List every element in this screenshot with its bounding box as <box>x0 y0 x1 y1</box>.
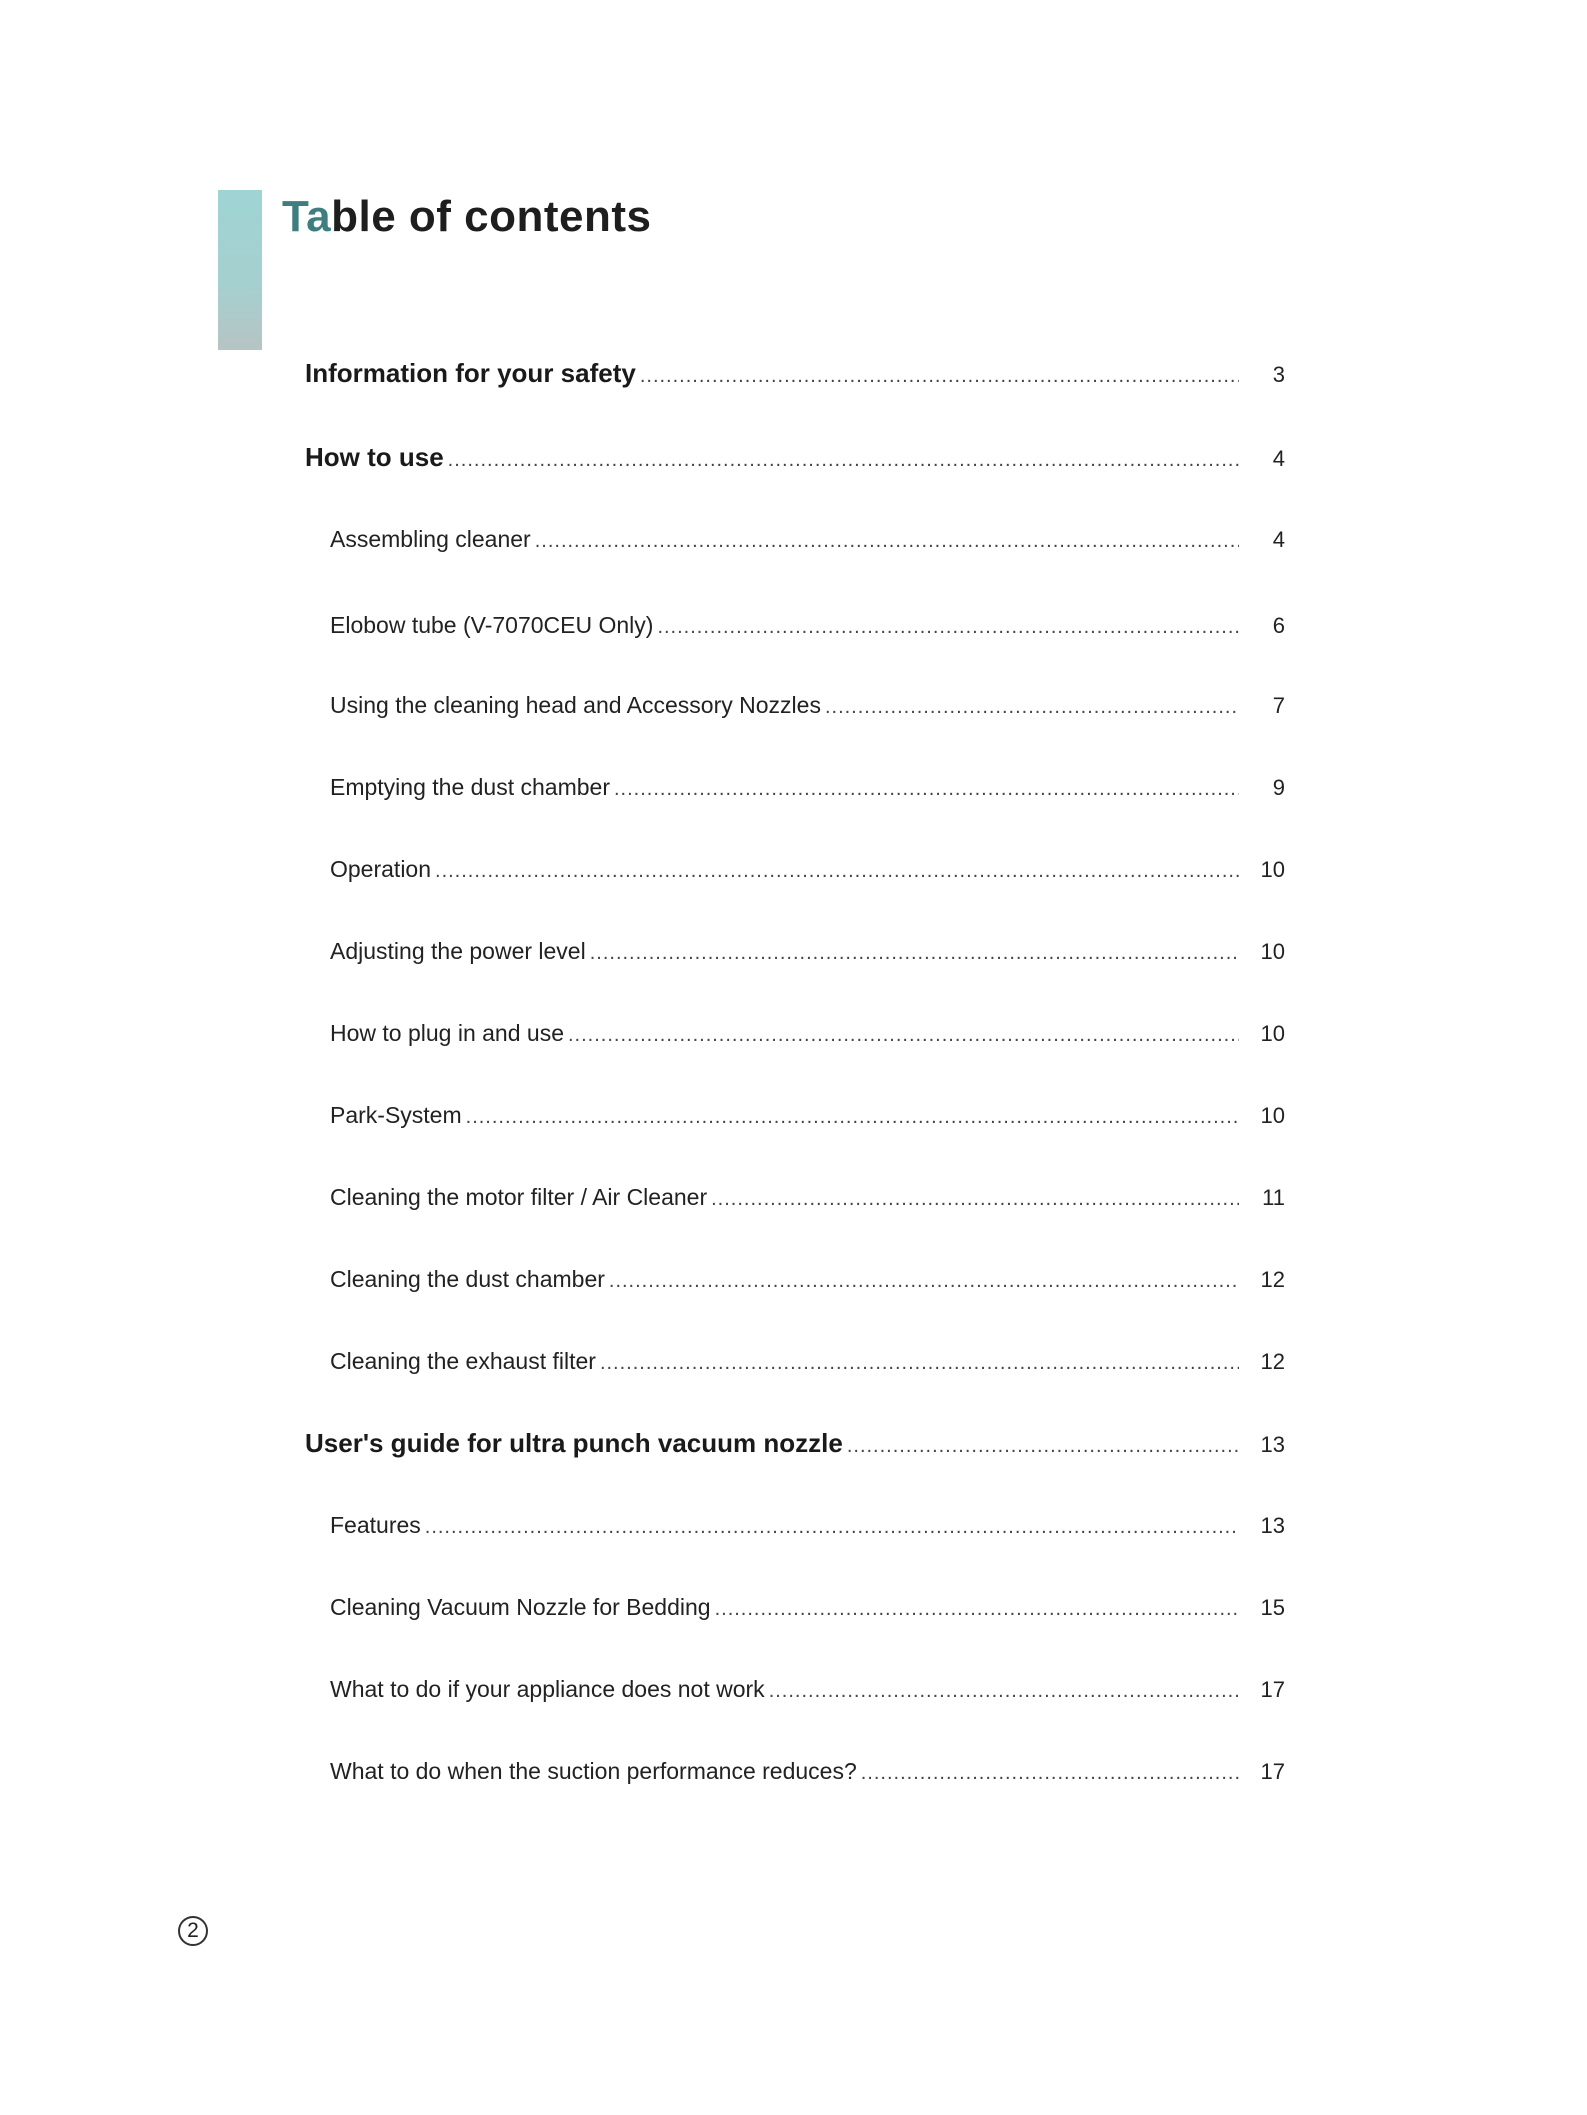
toc-entry-page: 13 <box>1260 1513 1285 1538</box>
toc-entry-page: 12 <box>1260 1267 1285 1292</box>
toc-leader-dots <box>715 1598 1239 1621</box>
title-rest: ble of contents <box>331 192 652 241</box>
toc-leader-dots <box>448 449 1239 472</box>
toc-entry-ultra-punch-nozzle-guide <box>305 1428 1285 1459</box>
toc-entry-page: 7 <box>1272 693 1285 718</box>
toc-entry-label: Park-System <box>330 1102 462 1128</box>
toc-entry-cleaning-head-nozzles <box>330 692 1285 719</box>
toc-entry-page: 4 <box>1272 527 1285 552</box>
toc-entry-page: 10 <box>1260 939 1285 964</box>
toc-leader-dots <box>435 860 1239 883</box>
toc-entry-label: Cleaning the exhaust filter <box>330 1348 596 1374</box>
toc-leader-dots <box>590 942 1239 965</box>
toc-leader-dots <box>657 616 1239 639</box>
page-number-badge <box>178 1916 208 1946</box>
toc-entry-label: How to plug in and use <box>330 1020 564 1046</box>
toc-entry-how-to-use <box>305 442 1285 473</box>
toc-leader-dots <box>769 1680 1239 1703</box>
title-prefix: Ta <box>282 192 332 241</box>
toc-leader-dots <box>861 1762 1239 1785</box>
toc-entry-park-system <box>330 1102 1285 1129</box>
toc-entry-page: 10 <box>1260 1103 1285 1128</box>
toc-entry-label: Adjusting the power level <box>330 938 586 964</box>
toc-entry-page: 17 <box>1260 1759 1285 1784</box>
toc-entry-page: 9 <box>1272 775 1285 800</box>
toc-entry-cleaning-motor-filter <box>330 1184 1285 1211</box>
toc-entry-label: Cleaning Vacuum Nozzle for Bedding <box>330 1594 711 1620</box>
toc-entry-label: What to do when the suction performance reduces? <box>330 1758 857 1784</box>
toc-entry-label: Elobow tube (V-7070CEU Only) <box>330 612 654 638</box>
toc-entry-cleaning-dust-chamber <box>330 1266 1285 1293</box>
toc-leader-dots <box>825 696 1239 719</box>
toc-leader-dots <box>466 1106 1239 1129</box>
toc-entry-label: Using the cleaning head and Accessory Nozzles <box>330 692 821 718</box>
toc-entry-cleaning-exhaust-filter <box>330 1348 1285 1375</box>
page-title <box>282 192 652 242</box>
toc-entry-page: 13 <box>1260 1432 1285 1457</box>
toc-leader-dots <box>425 1516 1239 1539</box>
toc-leader-dots <box>847 1435 1239 1458</box>
title-accent-bar <box>218 190 262 350</box>
toc-entry-label: How to use <box>305 442 444 472</box>
toc-entry-page: 17 <box>1260 1677 1285 1702</box>
toc-entry-information-for-your-safety <box>305 358 1285 389</box>
toc-entry-emptying-dust-chamber <box>330 774 1285 801</box>
toc-leader-dots <box>711 1188 1239 1211</box>
toc-entry-label: User's guide for ultra punch vacuum nozzle <box>305 1428 843 1458</box>
toc-entry-label: Cleaning the motor filter / Air Cleaner <box>330 1184 708 1210</box>
toc-entry-operation <box>330 856 1285 883</box>
toc-entry-adjusting-power-level <box>330 938 1285 965</box>
toc-leader-dots <box>568 1024 1239 1047</box>
page-number: 2 <box>187 1919 199 1942</box>
toc-entry-elbow-tube <box>330 612 1285 639</box>
toc-leader-dots <box>640 365 1239 388</box>
toc-entry-features <box>330 1512 1285 1539</box>
toc-entry-appliance-does-not-work <box>330 1676 1285 1703</box>
toc-entry-label: What to do if your appliance does not work <box>330 1676 765 1702</box>
toc-entry-label: Assembling cleaner <box>330 526 531 552</box>
toc-entry-nozzle-for-bedding <box>330 1594 1285 1621</box>
toc-entry-page: 12 <box>1260 1349 1285 1374</box>
toc-leader-dots <box>600 1352 1239 1375</box>
toc-entry-page: 10 <box>1260 1021 1285 1046</box>
toc-entry-label: Emptying the dust chamber <box>330 774 610 800</box>
toc-leader-dots <box>614 778 1239 801</box>
toc-entry-assembling-cleaner <box>330 526 1285 553</box>
toc-entry-how-to-plug-in <box>330 1020 1285 1047</box>
toc-entry-page: 11 <box>1262 1185 1285 1210</box>
toc-leader-dots <box>609 1270 1239 1293</box>
toc-entry-page: 15 <box>1260 1595 1285 1620</box>
toc-entry-page: 6 <box>1272 613 1285 638</box>
toc-entry-page: 3 <box>1272 362 1285 387</box>
toc-entry-label: Information for your safety <box>305 358 636 388</box>
toc-entry-suction-performance-reduces <box>330 1758 1285 1785</box>
toc-entry-label: Operation <box>330 856 432 882</box>
toc-leader-dots <box>535 530 1239 553</box>
toc-entry-label: Features <box>330 1512 421 1538</box>
toc-entry-page: 4 <box>1272 446 1285 471</box>
toc-entry-page: 10 <box>1260 857 1285 882</box>
toc-entry-label: Cleaning the dust chamber <box>330 1266 605 1292</box>
